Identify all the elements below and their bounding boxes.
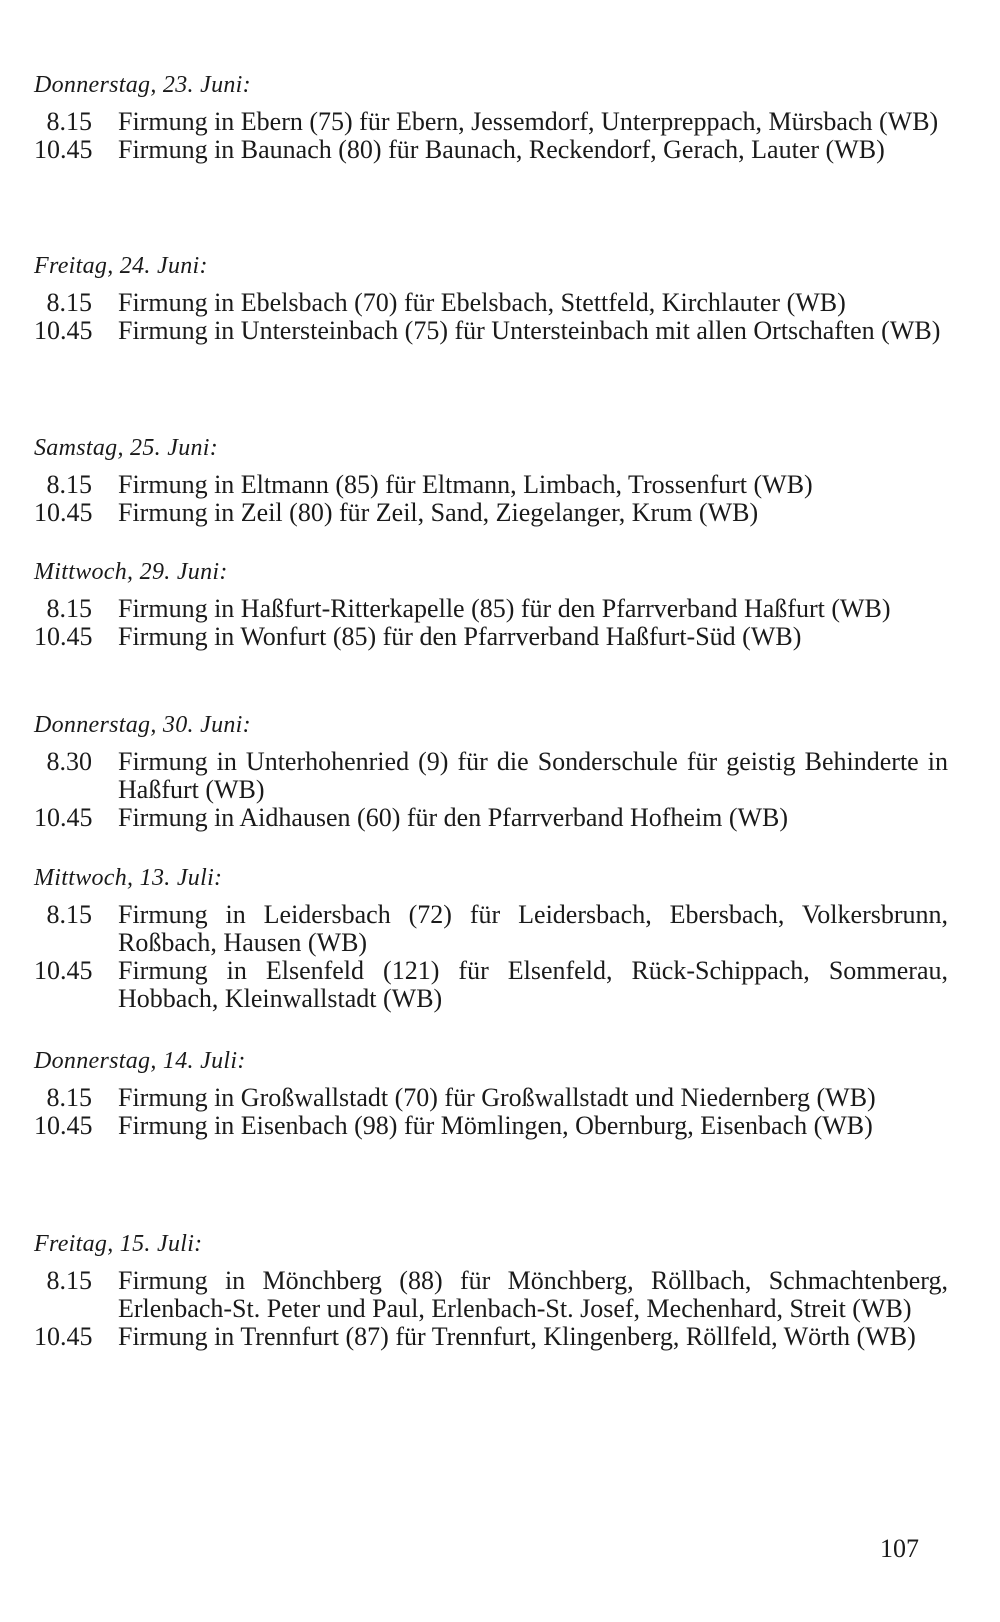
entry-text: Firmung in Zeil (80) für Zeil, Sand, Ziegelanger, Krum (WB) bbox=[118, 498, 759, 527]
schedule-entry bbox=[34, 623, 948, 651]
schedule-entry bbox=[34, 499, 948, 527]
schedule-entry bbox=[34, 317, 948, 345]
schedule-entry bbox=[34, 1323, 948, 1351]
day-heading: Donnerstag, 23. Juni: bbox=[34, 72, 251, 98]
entry-text: Firmung in Leidersbach (72) für Leidersbach, Ebersbach, Volkersbrunn, Roßbach, Hausen (WB) bbox=[118, 900, 948, 957]
entry-time: 10.45 bbox=[34, 803, 93, 832]
entry-text: Firmung in Trennfurt (87) für Trennfurt, Klingenberg, Röllfeld, Wörth (WB) bbox=[118, 1322, 916, 1351]
entry-time: 8.15 bbox=[46, 900, 92, 929]
day-heading: Mittwoch, 29. Juni: bbox=[34, 559, 228, 585]
entry-time: 8.15 bbox=[46, 1266, 92, 1295]
entry-text: Firmung in Eisenbach (98) für Mömlingen, Obernburg, Eisenbach (WB) bbox=[118, 1111, 873, 1140]
day-section-donnerstag-23-juni bbox=[34, 70, 948, 164]
entry-time: 10.45 bbox=[34, 135, 93, 164]
entry-time: 8.15 bbox=[46, 107, 92, 136]
schedule-entry bbox=[34, 471, 948, 499]
schedule-entry bbox=[34, 289, 948, 317]
schedule-entry bbox=[34, 957, 948, 1013]
entry-text: Firmung in Haßfurt-Ritterkapelle (85) für den Pfarrverband Haßfurt (WB) bbox=[118, 594, 891, 623]
entry-text: Firmung in Wonfurt (85) für den Pfarrverband Haßfurt-Süd (WB) bbox=[118, 622, 802, 651]
day-section-freitag-24-juni bbox=[34, 251, 948, 345]
entry-time: 8.15 bbox=[46, 1083, 92, 1112]
schedule-entry bbox=[34, 1267, 948, 1323]
day-section-samstag-25-juni bbox=[34, 433, 948, 527]
day-section-mittwoch-29-juni bbox=[34, 557, 948, 651]
entry-text: Firmung in Unterhohenried (9) für die Sonderschule für geistig Behinderte in Haßfurt (WB) bbox=[118, 747, 948, 804]
schedule-entry bbox=[34, 108, 948, 136]
day-section-donnerstag-14-juli bbox=[34, 1046, 948, 1140]
day-heading: Freitag, 24. Juni: bbox=[34, 253, 208, 279]
entry-text: Firmung in Eltmann (85) für Eltmann, Limbach, Trossenfurt (WB) bbox=[118, 470, 813, 499]
schedule-entry bbox=[34, 1084, 948, 1112]
entry-time: 10.45 bbox=[34, 498, 93, 527]
schedule-entry bbox=[34, 748, 948, 804]
entry-time: 10.45 bbox=[34, 622, 93, 651]
entry-time: 8.15 bbox=[46, 594, 92, 623]
entry-time: 10.45 bbox=[34, 1322, 93, 1351]
entry-time: 10.45 bbox=[34, 1111, 93, 1140]
entry-text: Firmung in Baunach (80) für Baunach, Reckendorf, Gerach, Lauter (WB) bbox=[118, 135, 885, 164]
schedule-entry bbox=[34, 901, 948, 957]
day-section-mittwoch-13-juli bbox=[34, 863, 948, 1013]
schedule-entry bbox=[34, 804, 948, 832]
day-heading: Donnerstag, 30. Juni: bbox=[34, 712, 251, 738]
entry-time: 8.15 bbox=[46, 470, 92, 499]
entry-time: 8.30 bbox=[46, 747, 92, 776]
day-heading: Mittwoch, 13. Juli: bbox=[34, 865, 223, 891]
day-heading: Samstag, 25. Juni: bbox=[34, 435, 219, 461]
entry-text: Firmung in Elsenfeld (121) für Elsenfeld, Rück-Schippach, Sommerau, Hobbach, Kleinwallstadt (WB) bbox=[118, 956, 948, 1013]
page-number: 107 bbox=[880, 1534, 919, 1563]
day-heading: Donnerstag, 14. Juli: bbox=[34, 1048, 246, 1074]
entry-text: Firmung in Untersteinbach (75) für Untersteinbach mit allen Ortschaften (WB) bbox=[118, 316, 941, 345]
day-section-freitag-15-juli bbox=[34, 1229, 948, 1351]
schedule-entry bbox=[34, 1112, 948, 1140]
entry-text: Firmung in Aidhausen (60) für den Pfarrverband Hofheim (WB) bbox=[118, 803, 789, 832]
schedule-entry bbox=[34, 136, 948, 164]
schedule-entry bbox=[34, 595, 948, 623]
entry-text: Firmung in Großwallstadt (70) für Großwallstadt und Niedernberg (WB) bbox=[118, 1083, 876, 1112]
entry-text: Firmung in Mönchberg (88) für Mönchberg, Röllbach, Schmachtenberg, Erlenbach-St. Peter und Paul, Erlenbach-St. Josef, Mechenhard, Streit (WB) bbox=[118, 1266, 948, 1323]
entry-text: Firmung in Ebern (75) für Ebern, Jessemdorf, Unterpreppach, Mürsbach (WB) bbox=[118, 107, 939, 136]
entry-time: 10.45 bbox=[34, 316, 93, 345]
entry-text: Firmung in Ebelsbach (70) für Ebelsbach, Stettfeld, Kirchlauter (WB) bbox=[118, 288, 846, 317]
day-section-donnerstag-30-juni bbox=[34, 710, 948, 832]
entry-time: 8.15 bbox=[46, 288, 92, 317]
entry-time: 10.45 bbox=[34, 956, 93, 985]
day-heading: Freitag, 15. Juli: bbox=[34, 1231, 203, 1257]
